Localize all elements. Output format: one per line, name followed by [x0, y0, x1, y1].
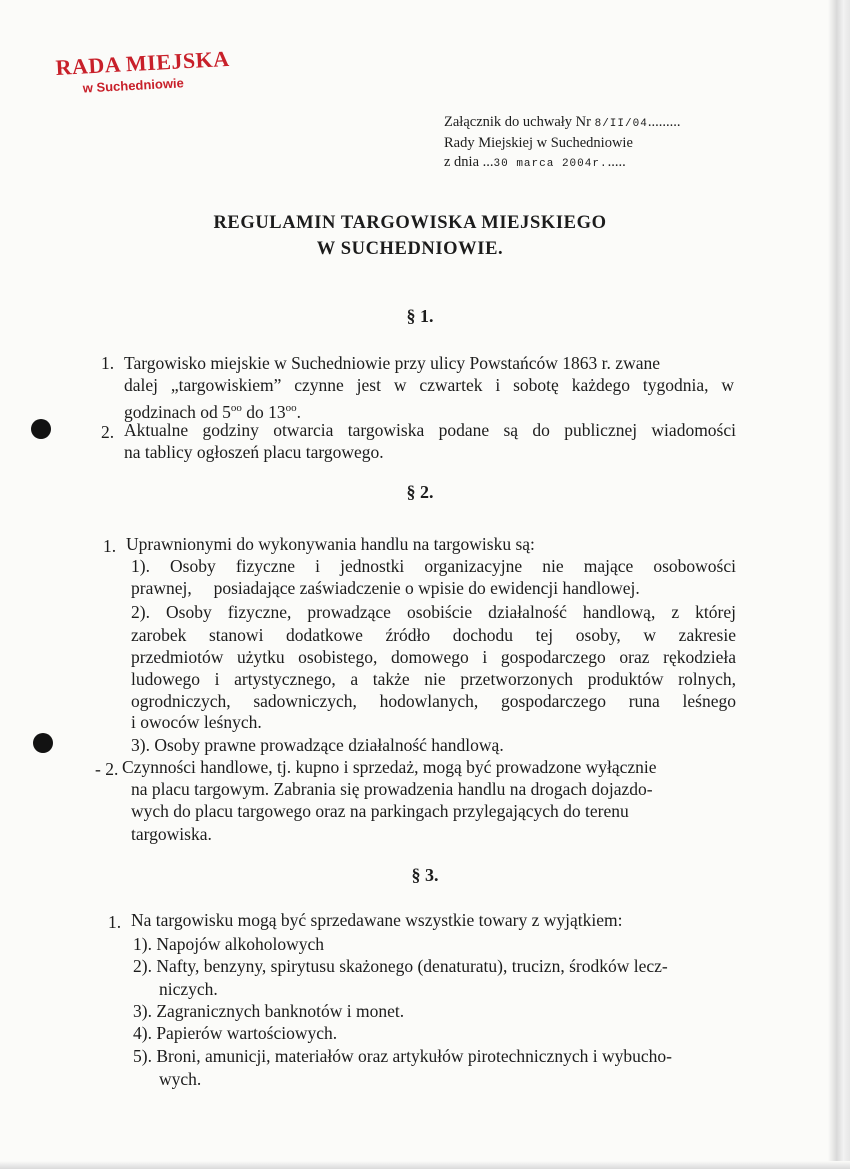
text-line: wych do placu targowego oraz na parkingach przylegających do terenu: [131, 801, 629, 821]
text-line: 2). Osoby fizyczne, prowadzące osobiście działalność handlową, z której: [131, 602, 736, 622]
superscript: oo: [285, 402, 297, 414]
text-line: Czynności handlowe, tj. kupno i sprzedaż, mogą być prowadzone wyłącznie: [122, 757, 657, 777]
item-number: 1.: [103, 536, 117, 556]
title-line-2: W SUCHEDNIOWIE.: [316, 239, 504, 259]
item-number: 2.: [101, 422, 115, 442]
punch-hole-top: [31, 419, 51, 439]
text-line: ogrodniczych, sadowniczych, hodowlanych, gospodarczego runa leśnego: [131, 691, 736, 711]
dots: .........: [647, 114, 681, 130]
section-2-heading: § 2.: [406, 482, 434, 502]
section-1-heading: § 1.: [406, 306, 434, 326]
text-line: wych.: [159, 1069, 202, 1089]
text-line: Targowisko miejskie w Suchedniowie przy ulicy Powstańców 1863 r. zwane: [124, 353, 660, 373]
text-fragment: .: [296, 401, 302, 422]
item-number: - 2.: [95, 759, 119, 779]
text-line: niczych.: [159, 979, 218, 999]
section-3-heading: § 3.: [411, 865, 439, 885]
text-line: 1). Napojów alkoholowych: [133, 934, 325, 954]
resolution-date: 30 marca 2004r.: [493, 158, 608, 170]
text-fragment: do 13: [241, 401, 286, 422]
date-prefix: z dnia ...: [444, 154, 494, 170]
text-line: 3). Osoby prawne prowadzące działalność handlową.: [131, 735, 504, 755]
stamp-line-1: RADA MIEJSKA: [55, 45, 231, 80]
attachment-prefix: Załącznik do uchwały Nr: [444, 114, 595, 130]
page-bottom-shadow: [0, 1161, 850, 1169]
text-line: 5). Broni, amunicji, materiałów oraz artykułów pirotechnicznych i wybucho-: [133, 1046, 672, 1066]
text-line: na placu targowym. Zabrania się prowadzenia handlu na drogach dojazdo-: [131, 779, 653, 799]
document-title: [150, 210, 670, 262]
text-line: 4). Papierów wartościowych.: [133, 1023, 338, 1043]
attachment-line-3: [444, 153, 680, 174]
item-number: 1.: [108, 912, 122, 932]
text-line: 1). Osoby fizyczne i jednostki organizacyjne nie mające osobowości: [131, 556, 736, 576]
text-line: zarobek stanowi dodatkowe źródło dochodu tej osoby, w zakresie: [131, 625, 736, 645]
stamp-line-2: w Suchedniowie: [82, 75, 185, 96]
text-line: Aktualne godziny otwarcia targowiska podane są do publicznej wiadomości: [124, 420, 736, 440]
text-line: na tablicy ogłoszeń placu targowego.: [124, 442, 384, 462]
text-line: 2). Nafty, benzyny, spirytusu skażonego (denaturatu), trucizn, środków lecz-: [133, 956, 668, 976]
title-line-1: REGULAMIN TARGOWISKA MIEJSKIEGO: [213, 213, 607, 233]
text-line: Na targowisku mogą być sprzedawane wszystkie towary z wyjątkiem:: [131, 910, 623, 930]
text-line: targowiska.: [131, 824, 212, 844]
text-line: ludowego i artystycznego, a także nie przetworzonych produktów rolnych,: [131, 669, 736, 689]
text-line: prawnej, posiadające zaświadczenie o wpisie do ewidencji handlowej.: [131, 578, 640, 598]
council-stamp: [55, 46, 231, 97]
punch-hole-bottom: [33, 733, 53, 753]
superscript: oo: [230, 402, 242, 414]
dots: .....: [607, 154, 626, 170]
text-line: przedmiotów użytku osobistego, domowego i gospodarczego oraz rękodzieła: [131, 647, 736, 667]
item-number: 1.: [101, 353, 115, 373]
text-line: Uprawnionymi do wykonywania handlu na targowisku są:: [126, 534, 535, 554]
attachment-note: [444, 113, 680, 174]
resolution-number: 8/II/04: [594, 118, 648, 130]
attachment-line-1: [444, 113, 680, 134]
text-line: dalej „targowiskiem” czynne jest w czwartek i sobotę każdego tygodnia, w: [124, 375, 734, 395]
attachment-line-2: Rady Miejskiej w Suchedniowie: [444, 135, 633, 151]
text-line: i owoców leśnych.: [131, 712, 262, 732]
text-line: 3). Zagranicznych banknotów i monet.: [133, 1001, 405, 1021]
text-fragment: godzinach od 5: [124, 401, 231, 422]
page-edge-shadow: [828, 0, 850, 1169]
